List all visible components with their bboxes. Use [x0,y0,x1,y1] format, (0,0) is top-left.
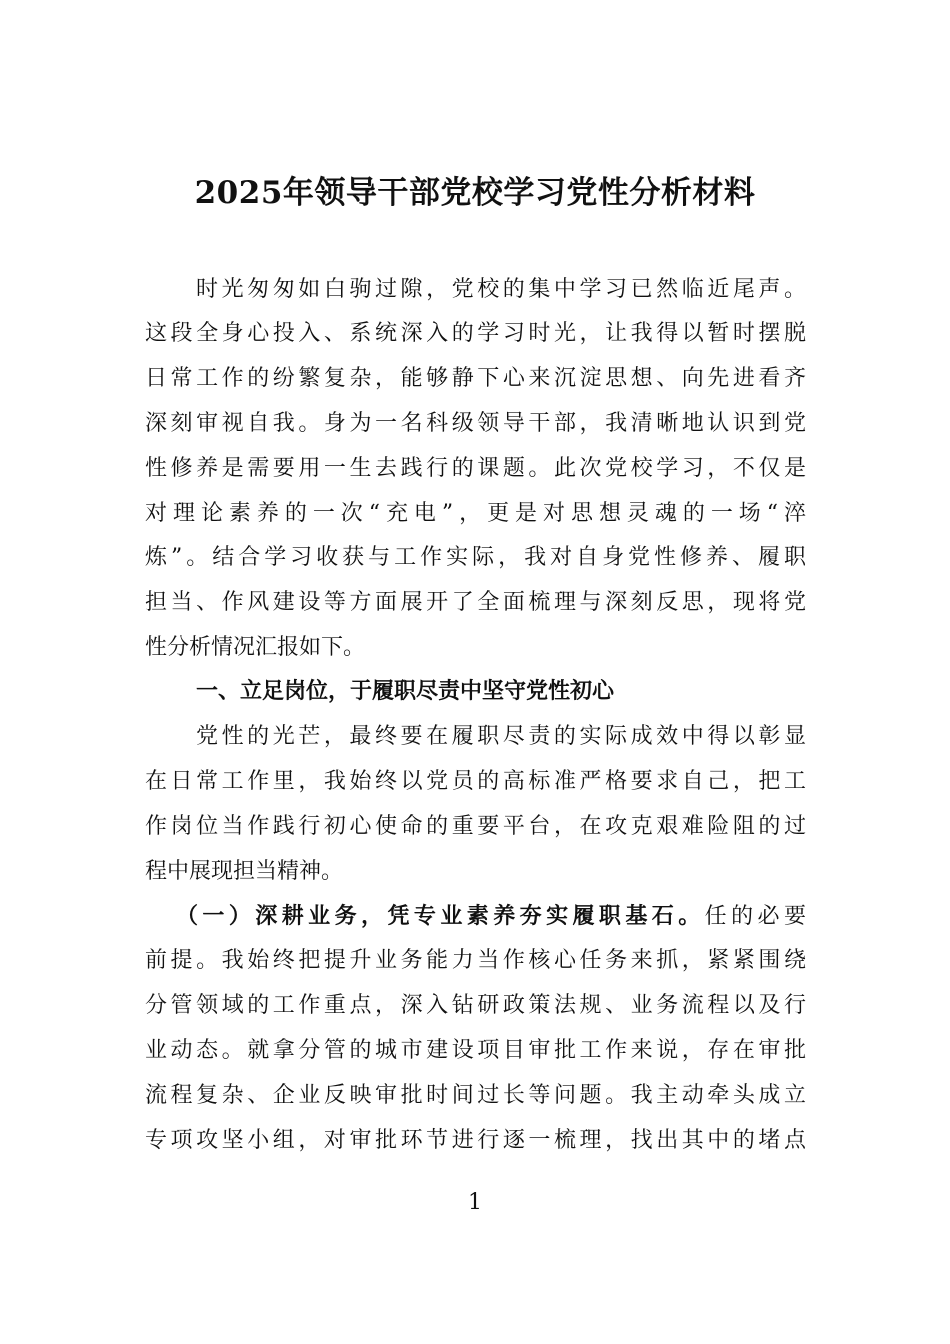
text-line: 这段全身心投入、系统深入的学习时光，让我得以暂时摆脱 [145,321,806,346]
text-line: 对理论素养的一次“充电”，更是对思想灵魂的一场“淬 [145,501,806,526]
text-line: 性修养是需要用一生去践行的课题。此次党校学习，不仅是 [145,456,806,481]
page-number: 1 [468,1190,482,1215]
text-line: 业动态。就拿分管的城市建设项目审批工作来说，存在审批 [145,1038,806,1063]
subsection-heading: （一）深耕业务，凭专业素养夯实履职基石。 [176,903,705,929]
text-line: 专项攻坚小组，对审批环节进行逐一梳理，找出其中的堵点 [145,1128,806,1153]
text-line: 程中展现担当精神。 [145,859,344,884]
text-line: 流程复杂、企业反映审批时间过长等问题。我主动牵头成立 [145,1083,806,1108]
document-title: 2025年领导干部党校学习党性分析材料 [194,175,756,211]
text-line: 日常工作的纷繁复杂，能够静下心来沉淀思想、向先进看齐 [145,366,806,391]
text-line: 炼”。结合学习收获与工作实际，我对自身党性修养、履职 [145,545,806,570]
text-line: 深刻审视自我。身为一名科级领导干部，我清晰地认识到党 [145,411,806,436]
text-line: 担当、作风建设等方面展开了全面梳理与深刻反思，现将党 [145,590,806,615]
text-line: 分管领域的工作重点，深入钻研政策法规、业务流程以及行 [145,993,806,1018]
section-heading: 一、立足岗位，于履职尽责中坚守党性初心 [196,679,615,704]
text-span: 任的必要 [704,904,806,929]
text-line: 党性的光芒，最终要在履职尽责的实际成效中得以彰显 [196,724,806,749]
text-line: 在日常工作里，我始终以党员的高标准严格要求自己，把工 [145,769,806,794]
text-line: 性分析情况汇报如下。 [145,635,366,660]
text-line: 作岗位当作践行初心使命的重要平台，在攻克艰难险阻的过 [145,814,806,839]
text-line: 前提。我始终把提升业务能力当作核心任务来抓，紧紧围绕 [145,948,806,973]
text-line: 时光匆匆如白驹过隙，党校的集中学习已然临近尾声。 [196,277,806,302]
text-line [176,894,806,939]
